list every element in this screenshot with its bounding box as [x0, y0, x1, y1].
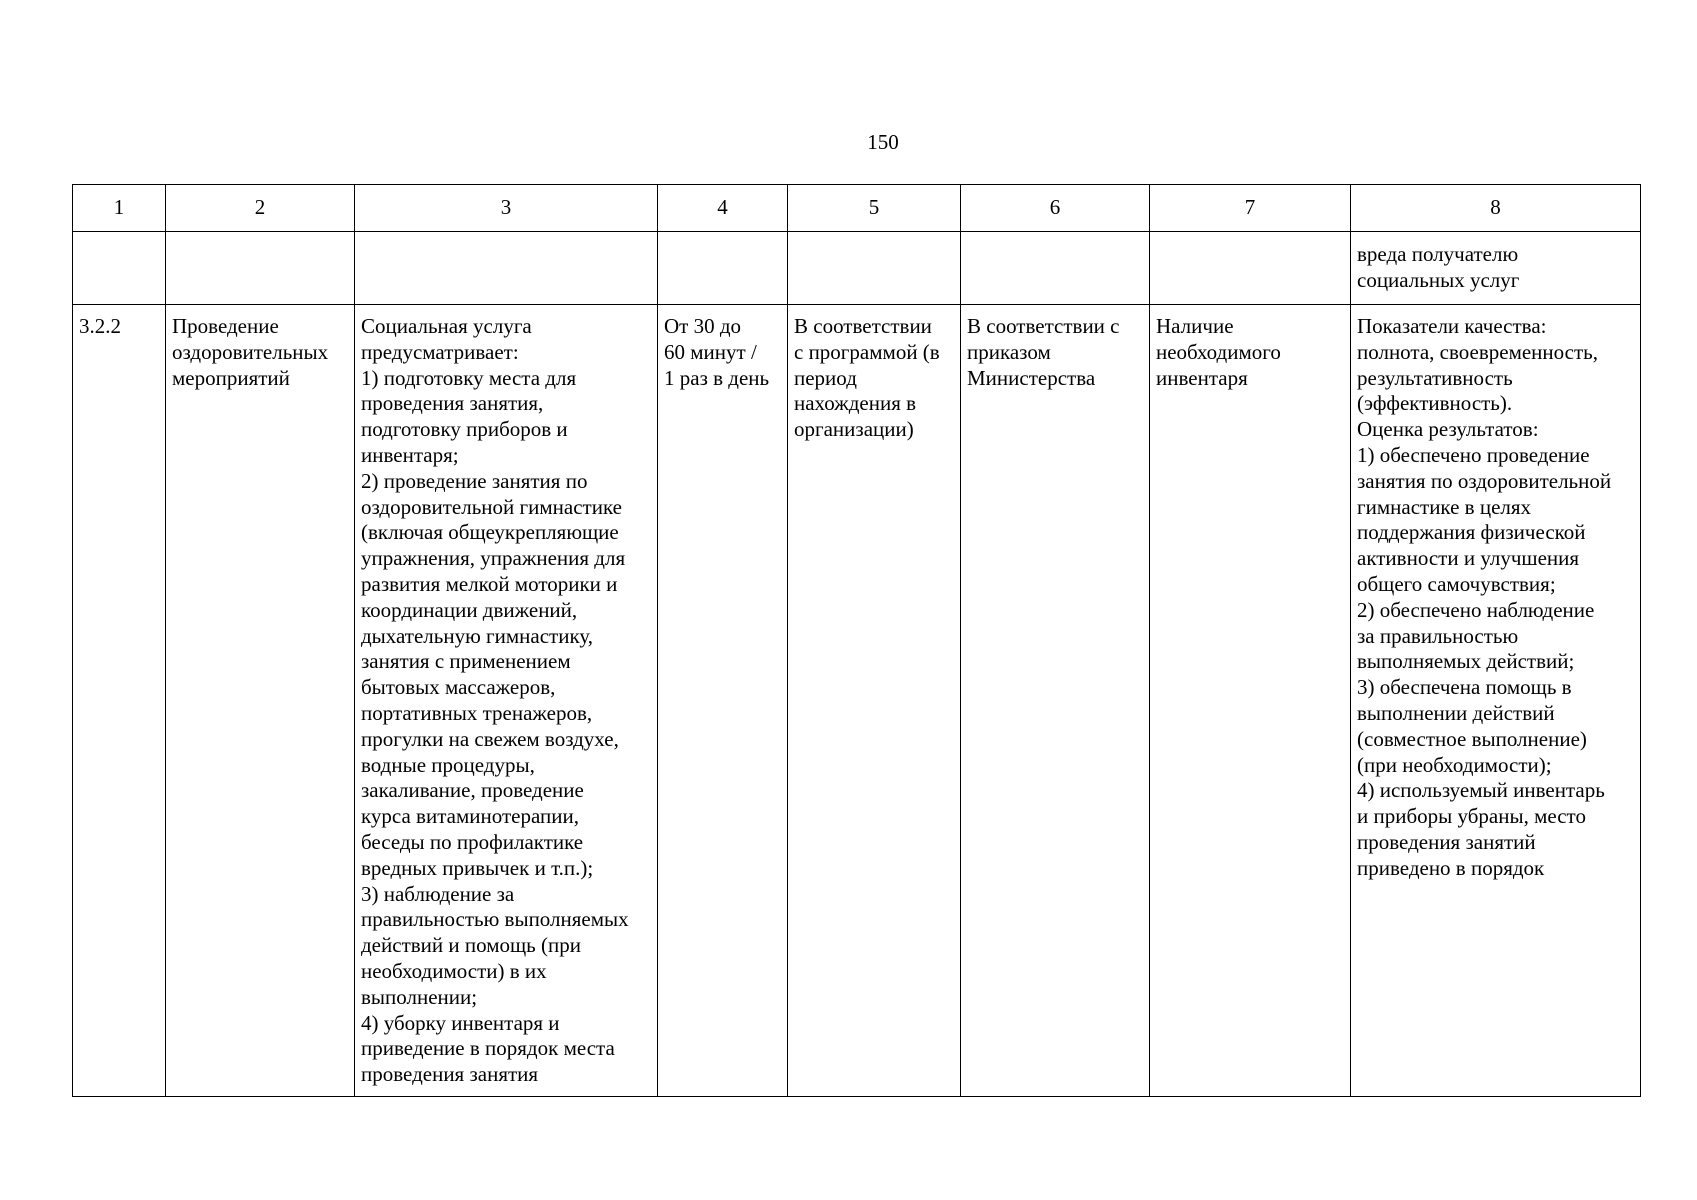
text-line: социальных услуг — [1357, 267, 1520, 292]
header-cell: 2 — [166, 185, 355, 232]
text-line: 3) наблюдение за — [361, 881, 515, 906]
text-line: действий и помощь (при — [361, 933, 581, 958]
continuation-cell — [1351, 232, 1641, 305]
text-line: (совместное выполнение) — [1357, 726, 1587, 751]
service-name-cell — [166, 305, 355, 1097]
text-line: предусматривает: — [361, 339, 519, 364]
text-line: 2) проведение занятия по — [361, 468, 588, 493]
text-line: проведения занятия — [361, 1062, 539, 1087]
text-line: выполнении; — [361, 984, 478, 1009]
service-tariff-cell — [961, 305, 1150, 1097]
text-line: Наличие — [1156, 314, 1234, 338]
header-cell: 7 — [1150, 185, 1351, 232]
text-line: общего самочувствия; — [1357, 571, 1556, 596]
table-cell — [788, 232, 961, 305]
text-line: за правильностью — [1357, 623, 1519, 648]
text-line: прогулки на свежем воздухе, — [361, 726, 619, 751]
text-line: приведено в порядок — [1357, 855, 1545, 880]
text-line: и приборы убраны, место — [1357, 804, 1586, 829]
text-line: 2) обеспечено наблюдение — [1357, 597, 1595, 622]
text-line: (эффективность). — [1357, 391, 1513, 416]
text-line: Оценка результатов: — [1357, 417, 1539, 442]
text-line: координации движений, — [361, 597, 578, 622]
text-line: организации) — [794, 417, 914, 442]
text-line: приведение в порядок места — [361, 1036, 615, 1061]
page-number: 150 — [867, 130, 899, 154]
text-line: необходимости) в их — [361, 958, 547, 983]
service-code-cell: 3.2.2 — [73, 305, 166, 1097]
text-line: оздоровительной гимнастике — [361, 494, 622, 519]
text-line: поддержания физической — [1357, 520, 1586, 545]
service-description-cell — [355, 305, 658, 1097]
text-line: дыхательную гимнастику, — [361, 623, 594, 648]
text-line: 4) используемый инвентарь — [1357, 778, 1605, 803]
table-header-row — [73, 185, 1641, 232]
service-conditions-cell — [1150, 305, 1351, 1097]
text-line: Социальная услуга — [361, 314, 532, 338]
text-line: инвентаря — [1156, 365, 1248, 390]
text-line: занятия по оздоровительной — [1357, 468, 1612, 493]
text-line: портативных тренажеров, — [361, 700, 593, 725]
text-line: развития мелкой моторики и — [361, 571, 618, 596]
text-line: (включая общеукрепляющие — [361, 520, 619, 545]
text-line: закаливание, проведение — [361, 778, 584, 803]
text-line: проведения занятия, — [361, 391, 544, 416]
table-cell — [166, 232, 355, 305]
table-row — [73, 232, 1641, 305]
text-line: Проведение — [172, 314, 279, 338]
text-line: упражнения, упражнения для — [361, 546, 626, 571]
text-line: активности и улучшения — [1357, 546, 1580, 571]
text-line: беседы по профилактике — [361, 829, 584, 854]
text-line: вредных привычек и т.п.); — [361, 855, 594, 880]
text-line: Показатели качества: — [1357, 314, 1547, 338]
text-line: подготовку приборов и — [361, 417, 568, 442]
text-line: правильностью выполняемых — [361, 907, 629, 932]
text-line: 1) обеспечено проведение — [1357, 442, 1590, 467]
table-cell — [658, 232, 788, 305]
header-cell: 8 — [1351, 185, 1641, 232]
text-line: 3) обеспечена помощь в — [1357, 675, 1572, 700]
text-line: вреда получателю — [1357, 242, 1519, 266]
header-cell: 5 — [788, 185, 961, 232]
text-line: курса витаминотерапии, — [361, 804, 579, 829]
header-cell: 3 — [355, 185, 658, 232]
text-line: (при необходимости); — [1357, 752, 1552, 777]
text-line: Министерства — [967, 365, 1096, 390]
text-line: 60 минут / — [664, 339, 757, 364]
text-line: бытовых массажеров, — [361, 675, 556, 700]
header-cell: 6 — [961, 185, 1150, 232]
text-line: необходимого — [1156, 339, 1281, 364]
text-line: занятия с применением — [361, 649, 571, 674]
text-line: проведения занятий — [1357, 829, 1536, 854]
text-line: нахождения в — [794, 391, 917, 416]
text-line: 4) уборку инвентаря и — [361, 1010, 560, 1035]
service-duration-cell — [658, 305, 788, 1097]
header-cell: 1 — [73, 185, 166, 232]
text-line: гимнастике в целях — [1357, 494, 1532, 519]
table-cell — [355, 232, 658, 305]
text-line: выполняемых действий; — [1357, 649, 1575, 674]
text-line: В соответствии — [794, 314, 932, 338]
service-quality-cell — [1351, 305, 1641, 1097]
service-volume-cell — [788, 305, 961, 1097]
services-table — [72, 184, 1641, 1097]
text-line: инвентаря; — [361, 442, 459, 467]
text-line: 1) подготовку места для — [361, 365, 577, 390]
text-line: выполнении действий — [1357, 700, 1555, 725]
text-line: мероприятий — [172, 365, 290, 390]
text-line: с программой (в — [794, 339, 940, 364]
text-line: результативность — [1357, 365, 1513, 390]
table-cell — [961, 232, 1150, 305]
text-line: приказом — [967, 339, 1051, 364]
text-line: оздоровительных — [172, 339, 329, 364]
text-line: В соответствии с — [967, 314, 1120, 338]
header-cell: 4 — [658, 185, 788, 232]
table-cell — [73, 232, 166, 305]
text-line: 1 раз в день — [664, 365, 770, 390]
text-line: полнота, своевременность, — [1357, 339, 1598, 364]
table-row — [73, 305, 1641, 1097]
text-line: период — [794, 365, 857, 390]
text-line: От 30 до — [664, 314, 742, 338]
text-line: водные процедуры, — [361, 752, 535, 777]
table-cell — [1150, 232, 1351, 305]
